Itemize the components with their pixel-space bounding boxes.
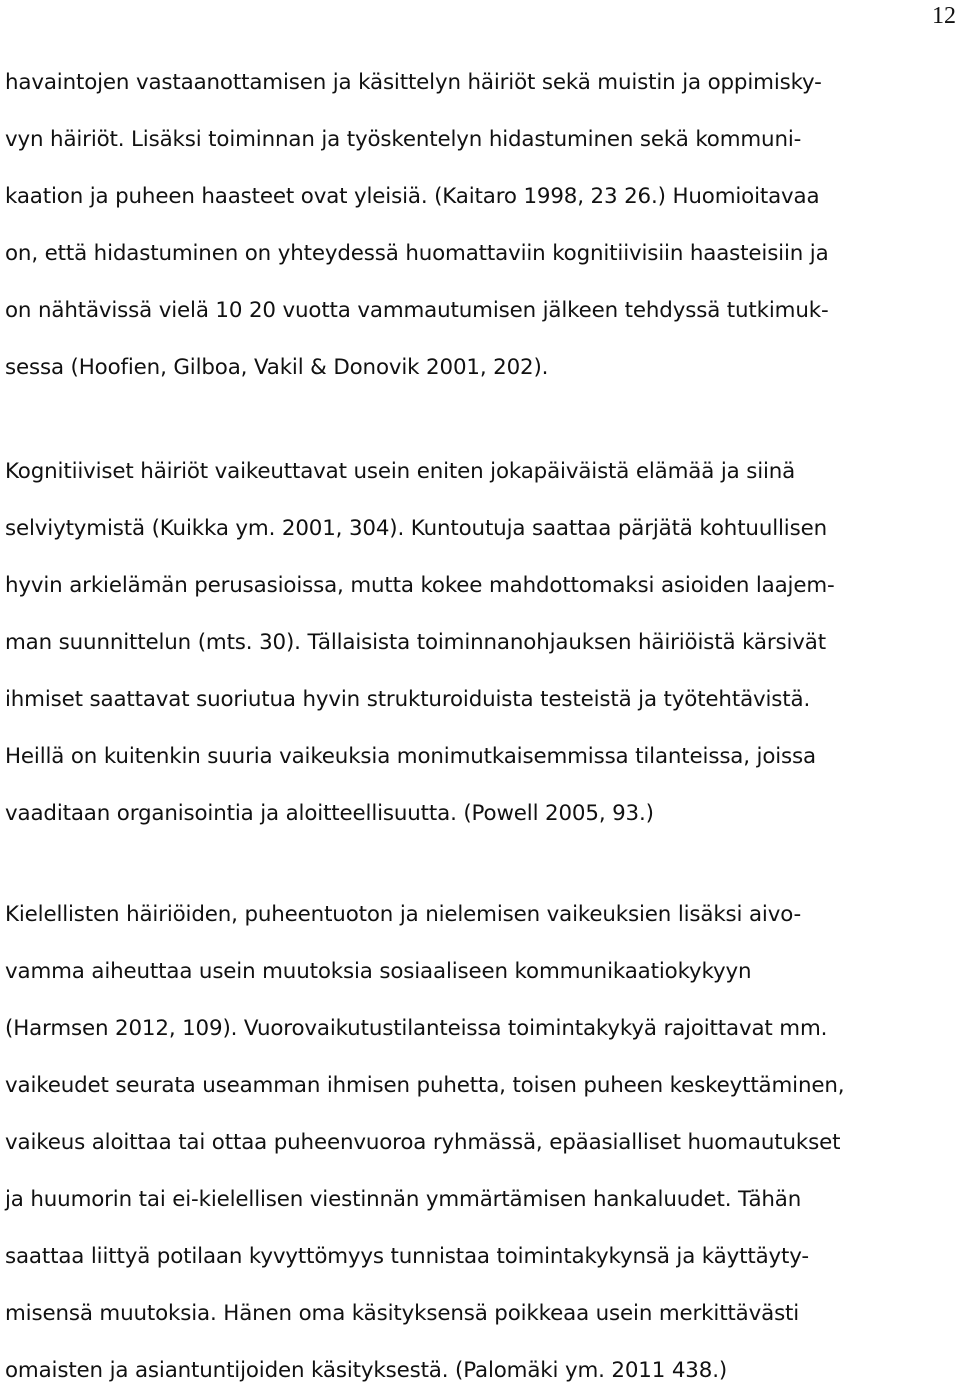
text-line: vamma aiheuttaa usein muutoksia sosiaaliseen kommunikaatiokykyyn xyxy=(5,959,752,984)
text-line: sessa (Hoofien, Gilboa, Vakil & Donovik 2001, 202). xyxy=(5,355,549,380)
text-line: Kielellisten häiriöiden, puheentuoton ja nielemisen vaikeuksien lisäksi aivo- xyxy=(5,902,802,927)
text-line: man suunnittelun (mts. 30). Tällaisista toiminnanohjauksen häiriöistä kärsivät xyxy=(5,630,826,655)
text-line: saattaa liittyä potilaan kyvyttömyys tunnistaa toimintakykynsä ja käyttäyty- xyxy=(5,1244,809,1269)
text-line: havaintojen vastaanottamisen ja käsittelyn häiriöt sekä muistin ja oppimisky- xyxy=(5,70,822,95)
page-number: 12 xyxy=(932,3,956,29)
paragraph-1 xyxy=(5,54,960,396)
text-line: vaikeus aloittaa tai ottaa puheenvuoroa ryhmässä, epäasialliset huomautukset xyxy=(5,1130,841,1155)
text-line: kaation ja puheen haasteet ovat yleisiä. (Kaitaro 1998, 23 26.) Huomioitavaa xyxy=(5,184,820,209)
paragraph-2 xyxy=(5,443,960,842)
text-line: selviytymistä (Kuikka ym. 2001, 304). Kuntoutuja saattaa pärjätä kohtuullisen xyxy=(5,516,827,541)
text-line: Kognitiiviset häiriöt vaikeuttavat usein eniten jokapäiväistä elämää ja siinä xyxy=(5,459,796,484)
text-line: on nähtävissä vielä 10 20 vuotta vammautumisen jälkeen tehdyssä tutkimuk- xyxy=(5,298,829,323)
text-line: vaikeudet seurata useamman ihmisen puhetta, toisen puheen keskeyttäminen, xyxy=(5,1073,845,1098)
text-line: misensä muutoksia. Hänen oma käsityksensä poikkeaa usein merkittävästi xyxy=(5,1301,800,1326)
paragraph-3 xyxy=(5,886,960,1399)
text-line: ihmiset saattavat suoriutua hyvin strukturoiduista testeistä ja työtehtävistä. xyxy=(5,687,811,712)
text-line: vyn häiriöt. Lisäksi toiminnan ja työskentelyn hidastuminen sekä kommuni- xyxy=(5,127,802,152)
text-line: (Harmsen 2012, 109). Vuorovaikutustilanteissa toimintakykyä rajoittavat mm. xyxy=(5,1016,828,1041)
text-line: hyvin arkielämän perusasioissa, mutta kokee mahdottomaksi asioiden laajem- xyxy=(5,573,835,598)
text-line: omaisten ja asiantuntijoiden käsityksestä. (Palomäki ym. 2011 438.) xyxy=(5,1358,728,1383)
text-line: vaaditaan organisointia ja aloitteellisuutta. (Powell 2005, 93.) xyxy=(5,801,654,826)
text-line: ja huumorin tai ei-kielellisen viestinnän ymmärtämisen hankaluudet. Tähän xyxy=(5,1187,802,1212)
text-line: Heillä on kuitenkin suuria vaikeuksia monimutkaisemmissa tilanteissa, joissa xyxy=(5,744,816,769)
text-line: on, että hidastuminen on yhteydessä huomattaviin kognitiivisiin haasteisiin ja xyxy=(5,241,829,266)
